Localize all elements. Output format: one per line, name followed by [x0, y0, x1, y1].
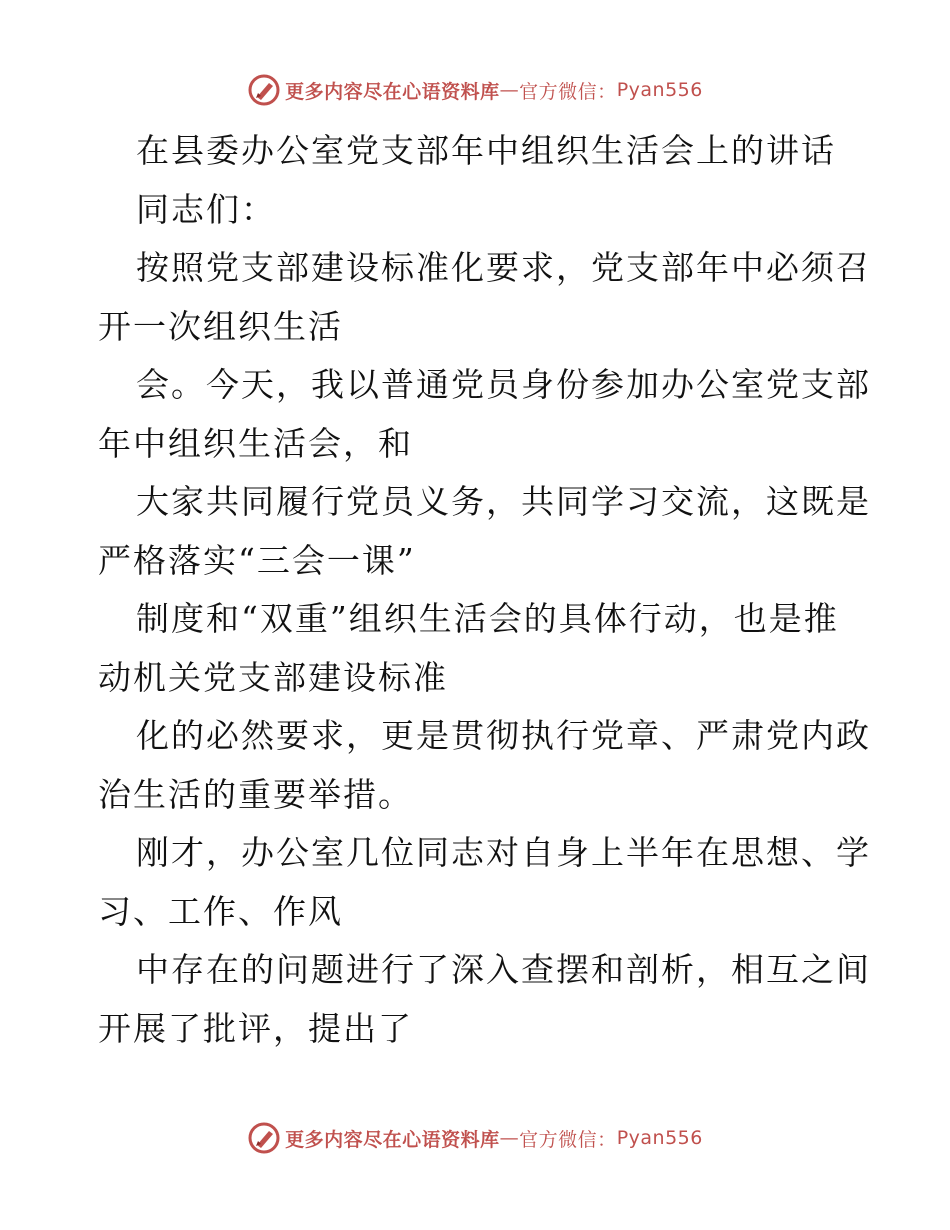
watermark-separator: —: [499, 79, 520, 101]
watermark-wechat-id: Pyan556: [616, 79, 703, 101]
text-line: 中存在的问题进行了深入查摆和剖析，相互之间: [136, 950, 871, 989]
document-title: 在县委办公室党支部年中组织生活会上的讲话: [136, 131, 836, 170]
watermark-text: 更多内容尽在心语资料库: [285, 1128, 500, 1151]
text-line: 动机关党支部建设标准: [98, 657, 448, 697]
salutation: 同志们：: [136, 189, 276, 229]
text-line: 化的必然要求，更是贯彻执行党章、严肃党内政: [136, 716, 871, 755]
text-line: 治生活的重要举措。: [98, 774, 413, 814]
text-line: 按照党支部建设标准化要求，党支部年中必须召: [136, 248, 871, 287]
text-line: 严格落实“三会一课”: [98, 540, 416, 580]
text-line: 年中组织生活会，和: [98, 423, 413, 463]
text-line: 开展了批评，提出了: [98, 1008, 413, 1048]
watermark-wechat-label: 官方微信：: [519, 1128, 617, 1151]
watermark-wechat-label: 官方微信：: [519, 80, 617, 103]
text-line: 习、工作、作风: [98, 891, 343, 931]
text-line: 刚才，办公室几位同志对自身上半年在思想、学: [136, 833, 871, 872]
footer-watermark: [0, 1118, 950, 1158]
watermark-text: 更多内容尽在心语资料库: [285, 80, 500, 103]
watermark-separator: —: [499, 1127, 520, 1149]
text-line: 开一次组织生活: [98, 306, 343, 346]
text-line: 大家共同履行党员义务，共同学习交流，这既是: [136, 482, 871, 521]
text-line: 会。今天，我以普通党员身份参加办公室党支部: [136, 365, 871, 404]
watermark-wechat-id: Pyan556: [616, 1127, 703, 1149]
pen-logo-icon: [247, 73, 281, 107]
document-text: [98, 122, 871, 1058]
document-body: [98, 122, 871, 1058]
text-line: 制度和“双重”组织生活会的具体行动，也是推: [136, 599, 839, 638]
header-watermark: [0, 70, 950, 110]
pen-logo-icon: [247, 1121, 281, 1155]
